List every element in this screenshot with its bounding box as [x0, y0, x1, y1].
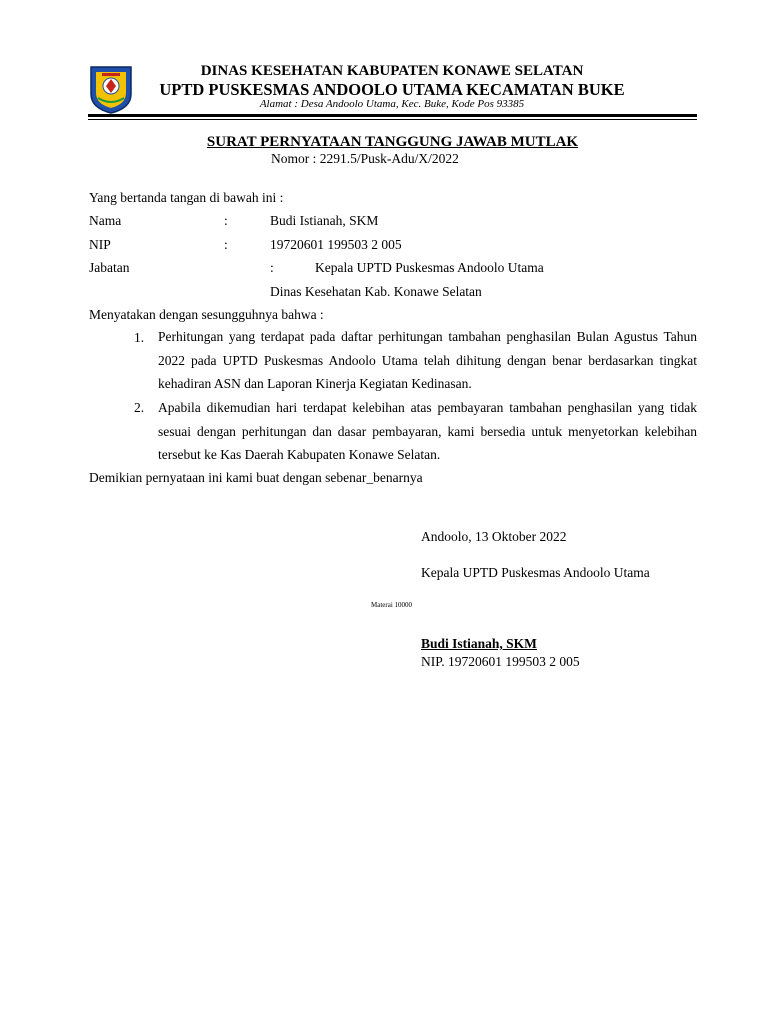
- statement-2-text: Apabila dikemudian hari terdapat kelebihan atas pembayaran tambahan penghasilan yang tidak sesuai dengan perhitungan dan dasar pembayaran, kami bersedia untuk menyetorkan kelebihan tersebut ke Kas Daerah Kabupaten Konawe Selatan.: [158, 400, 697, 462]
- district-emblem-logo: [88, 64, 134, 114]
- letterhead-divider-thin: [88, 119, 697, 120]
- statement-1-number: 1.: [134, 330, 145, 345]
- intro-text: Yang bertanda tangan di bawah ini :: [89, 190, 284, 205]
- nama-value: Budi Istianah, SKM: [270, 213, 379, 228]
- jabatan-separator: :: [270, 260, 274, 275]
- document-title: SURAT PERNYATAAN TANGGUNG JAWAB MUTLAK: [206, 134, 579, 150]
- statement-intro: Menyatakan dengan sesungguhnya bahwa :: [89, 307, 324, 322]
- jabatan-value: Kepala UPTD Puskesmas Andoolo Utama: [315, 260, 544, 275]
- nama-label: Nama: [89, 213, 122, 228]
- closing-text: Demikian pernyataan ini kami buat dengan sebenar_benarnya: [89, 470, 423, 485]
- jabatan-label: Jabatan: [89, 260, 130, 275]
- materai-stamp-label: Materai 10000: [371, 601, 413, 609]
- document-number: Nomor : 2291.5/Pusk-Adu/X/2022: [271, 151, 459, 166]
- statement-2-number: 2.: [134, 400, 145, 415]
- signatory-nip: NIP. 19720601 199503 2 005: [421, 654, 580, 669]
- nama-separator: :: [224, 213, 228, 228]
- nip-separator: :: [224, 237, 228, 252]
- letterhead-divider-thick: [88, 114, 697, 117]
- nip-value: 19720601 199503 2 005: [270, 237, 402, 252]
- jabatan-value-agency: Dinas Kesehatan Kab. Konawe Selatan: [270, 284, 482, 299]
- statement-1-text: Perhitungan yang terdapat pada daftar perhitungan tambahan penghasilan Bulan Agustus Tahun 2022 pada UPTD Puskesmas Andoolo Utama telah dihitung dengan benar berdasarkan tingkat kehadiran ASN dan Laporan Kinerja Kegiatan Kedinasan.: [158, 329, 697, 391]
- signature-place-date: Andoolo, 13 Oktober 2022: [421, 529, 567, 544]
- letterhead-agency: DINAS KESEHATAN KABUPATEN KONAWE SELATAN: [200, 63, 584, 79]
- nip-label: NIP: [89, 237, 111, 252]
- signatory-name: Budi Istianah, SKM: [421, 636, 537, 651]
- letterhead-address: Alamat : Desa Andoolo Utama, Kec. Buke, Kode Pos 93385: [259, 98, 525, 110]
- letterhead-unit: UPTD PUSKESMAS ANDOOLO UTAMA KECAMATAN BUKE: [159, 80, 625, 99]
- signature-position: Kepala UPTD Puskesmas Andoolo Utama: [421, 565, 650, 580]
